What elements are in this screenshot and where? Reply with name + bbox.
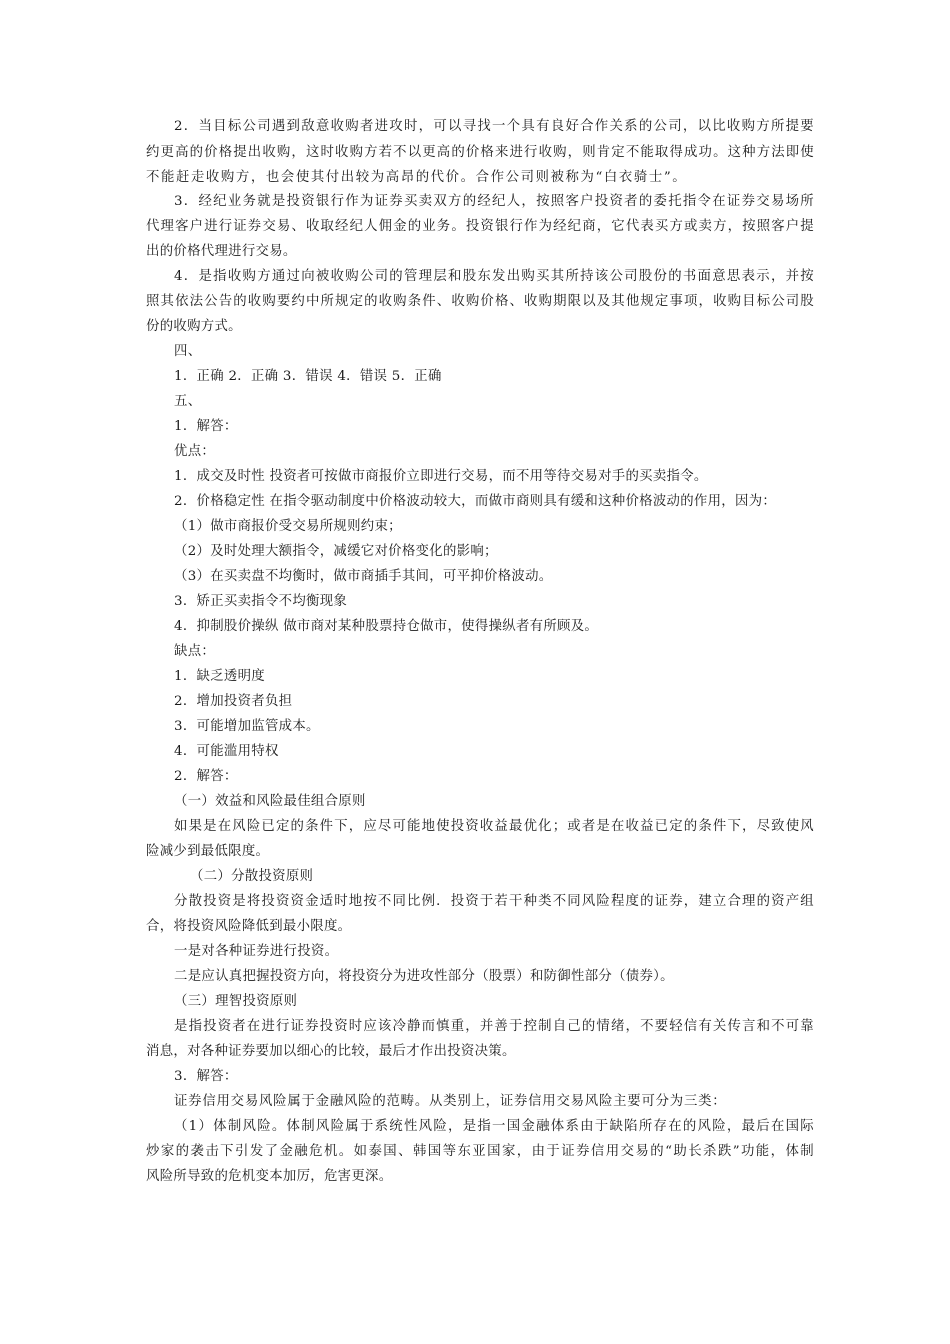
text-line: （三）理智投资原则 [174,994,298,1009]
text-line: 约更高的价格提出收购，这时收购方若不以更高的价格来进行收购，则肯定不能取得成功。这种方法即使 [146,145,815,160]
text-line: 五、 [174,394,202,409]
text-line: 险减少到最低限度。 [146,844,270,859]
text-line: 4．可能滥用特权 [174,744,279,759]
text-line: （一）效益和风险最佳组合原则 [174,794,366,809]
text-line: 缺点： [174,644,216,659]
text-line: 3．矫正买卖指令不均衡现象 [174,594,348,609]
text-line: 不能赶走收购方，也会使其付出较为高昂的代价。合作公司则被称为“白衣骑士”。 [146,170,688,185]
text-line: 1．缺乏透明度 [174,669,265,684]
text-line: 四、 [174,344,202,359]
text-line: （2）及时处理大额指令，减缓它对价格变化的影响； [174,544,498,559]
text-line: 如果是在风险已定的条件下，应尽可能地使投资收益最优化；或者是在收益已定的条件下，尽致使风 [174,819,815,834]
text-line: 1．解答： [174,419,238,434]
text-line: 2．当目标公司遇到敌意收购者进攻时，可以寻找一个具有良好合作关系的公司，以比收购方所提要 [174,119,815,134]
text-line: 优点： [174,444,216,459]
text-line: 3．可能增加监管成本。 [174,719,320,734]
text-line: 是指投资者在进行证券投资时应该冷静而慎重，并善于控制自己的情绪，不要轻信有关传言和不可靠 [174,1019,815,1034]
text-line: 风险所导致的危机变本加厉，危害更深。 [146,1169,393,1184]
text-line: （二）分散投资原则 [190,869,314,884]
text-line: 1．成交及时性 投资者可按做市商报价立即进行交易，而不用等待交易对手的买卖指令。 [174,469,708,484]
text-line: 消息，对各种证券要加以细心的比较，最后才作出投资决策。 [146,1044,516,1059]
text-line: 照其依法公告的收购要约中所规定的收购条件、收购价格、收购期限以及其他规定事项，收购目标公司股 [146,294,815,309]
text-line: 2．价格稳定性 在指令驱动制度中价格波动较大，而做市商则具有缓和这种价格波动的作用，因为： [174,494,777,509]
text-line: 二是应认真把握投资方向，将投资分为进攻性部分（股票）和防御性部分（债券）。 [174,969,674,984]
text-line: 一是对各种证券进行投资。 [174,944,339,959]
text-line: 证券信用交易风险属于金融风险的范畴。从类别上，证券信用交易风险主要可分为三类： [174,1094,727,1109]
text-line: （3）在买卖盘不均衡时，做市商插手其间，可平抑价格波动。 [174,569,553,584]
text-line: 3．解答： [174,1069,238,1084]
text-line: 3．经纪业务就是投资银行作为证券买卖双方的经纪人，按照客户投资者的委托指令在证券交易场所 [174,194,815,209]
text-line: 4．是指收购方通过向被收购公司的管理层和股东发出购买其所持该公司股份的书面意思表示，并按 [174,269,815,284]
text-line: 1．正确 2．正确 3．错误 4．错误 5．正确 [174,369,442,384]
text-line: （1）体制风险。体制风险属于系统性风险，是指一国金融体系由于缺陷所存在的风险，最后在国际 [174,1119,815,1134]
text-line: 炒家的袭击下引发了金融危机。如泰国、韩国等东亚国家，由于证券信用交易的“助长杀跌”功能，体制 [146,1144,816,1159]
text-line: 分散投资是将投资资金适时地按不同比例．投资于若干种类不同风险程度的证券，建立合理的资产组 [174,894,815,909]
text-line: 出的价格代理进行交易。 [146,244,297,259]
text-line: 代理客户进行证券交易、收取经纪人佣金的业务。投资银行作为经纪商，它代表买方或卖方，按照客户提 [146,219,815,234]
text-line: 4．抑制股价操纵 做市商对某种股票持仓做市，使得操纵者有所顾及。 [174,619,599,634]
text-line: 合，将投资风险降低到最小限度。 [146,919,352,934]
text-line: 2．解答： [174,769,238,784]
text-line: 份的收购方式。 [146,319,242,334]
text-line: （1）做市商报价受交易所规则约束； [174,519,402,534]
text-line: 2．增加投资者负担 [174,694,293,709]
